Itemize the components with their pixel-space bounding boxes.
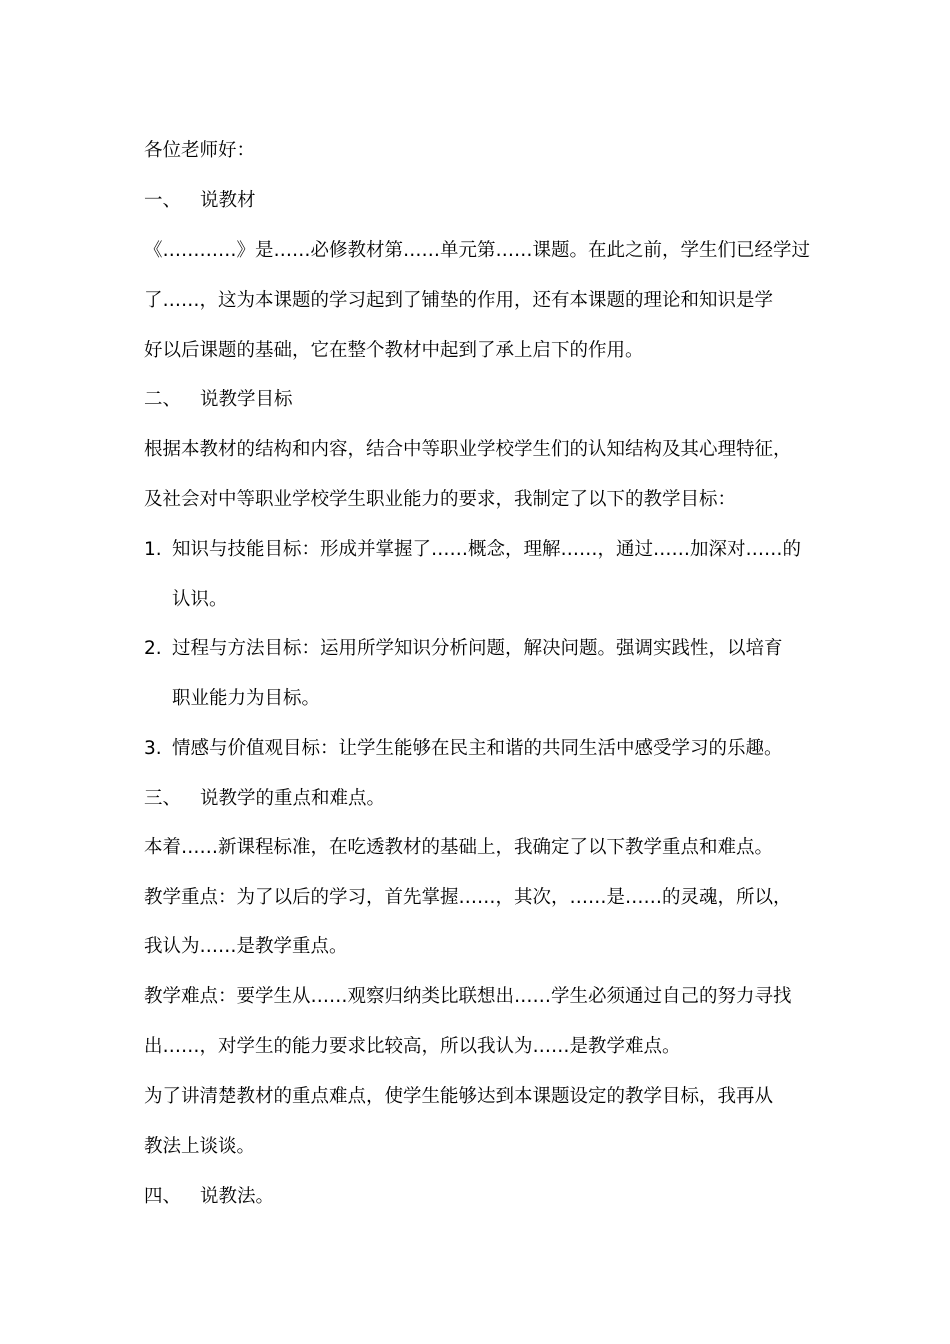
list-number: 1. bbox=[144, 539, 162, 560]
list-item-1 bbox=[144, 538, 801, 562]
list-item-3 bbox=[144, 737, 783, 761]
section-heading-4 bbox=[144, 1185, 274, 1209]
paragraph-line: 根据本教材的结构和内容，结合中等职业学校学生们的认知结构及其心理特征， bbox=[144, 439, 792, 460]
paragraph-line: 及社会对中等职业学校学生职业能力的要求，我制定了以下的教学目标： bbox=[144, 489, 737, 510]
paragraph-line: 教学难点：要学生从……观察归纳类比联想出……学生必须通过自己的努力寻找 bbox=[144, 986, 792, 1007]
paragraph-line: 教学重点：为了以后的学习，首先掌握……，其次，……是……的灵魂，所以， bbox=[144, 887, 792, 908]
paragraph-line: 《…………》是……必修教材第……单元第……课题。在此之前，学生们已经学过 bbox=[144, 240, 811, 261]
section-title: 说教学的重点和难点。 bbox=[200, 788, 386, 809]
section-number: 二、 bbox=[144, 389, 182, 410]
greeting: 各位老师好： bbox=[144, 140, 256, 161]
section-title: 说教材 bbox=[200, 190, 256, 211]
section-heading-1 bbox=[144, 189, 256, 213]
list-text: 过程与方法目标：运用所学知识分析问题，解决问题。强调实践性，以培育 bbox=[172, 638, 783, 659]
list-item-continuation: 职业能力为目标。 bbox=[172, 688, 321, 709]
list-number: 3. bbox=[144, 738, 162, 759]
paragraph-line: 好以后课题的基础，它在整个教材中起到了承上启下的作用。 bbox=[144, 340, 644, 361]
list-text: 知识与技能目标：形成并掌握了……概念，理解……，通过……加深对……的 bbox=[172, 539, 802, 560]
paragraph-line: 教法上谈谈。 bbox=[144, 1136, 256, 1157]
paragraph-line: 为了讲清楚教材的重点难点，使学生能够达到本课题设定的教学目标，我再从 bbox=[144, 1086, 774, 1107]
section-heading-2 bbox=[144, 388, 293, 412]
paragraph-line: 出……，对学生的能力要求比较高，所以我认为……是教学难点。 bbox=[144, 1036, 681, 1057]
paragraph-line: 本着……新课程标准，在吃透教材的基础上，我确定了以下教学重点和难点。 bbox=[144, 837, 774, 858]
paragraph-line: 了……，这为本课题的学习起到了铺垫的作用，还有本课题的理论和知识是学 bbox=[144, 290, 774, 311]
section-title: 说教学目标 bbox=[200, 389, 293, 410]
list-number: 2. bbox=[144, 638, 162, 659]
section-number: 四、 bbox=[144, 1186, 182, 1207]
list-item-continuation: 认识。 bbox=[172, 589, 228, 610]
section-heading-3 bbox=[144, 787, 385, 811]
list-item-2 bbox=[144, 637, 783, 661]
section-number: 一、 bbox=[144, 190, 182, 211]
list-text: 情感与价值观目标：让学生能够在民主和谐的共同生活中感受学习的乐趣。 bbox=[172, 738, 783, 759]
section-title: 说教法。 bbox=[200, 1186, 275, 1207]
section-number: 三、 bbox=[144, 788, 182, 809]
paragraph-line: 我认为……是教学重点。 bbox=[144, 936, 348, 957]
